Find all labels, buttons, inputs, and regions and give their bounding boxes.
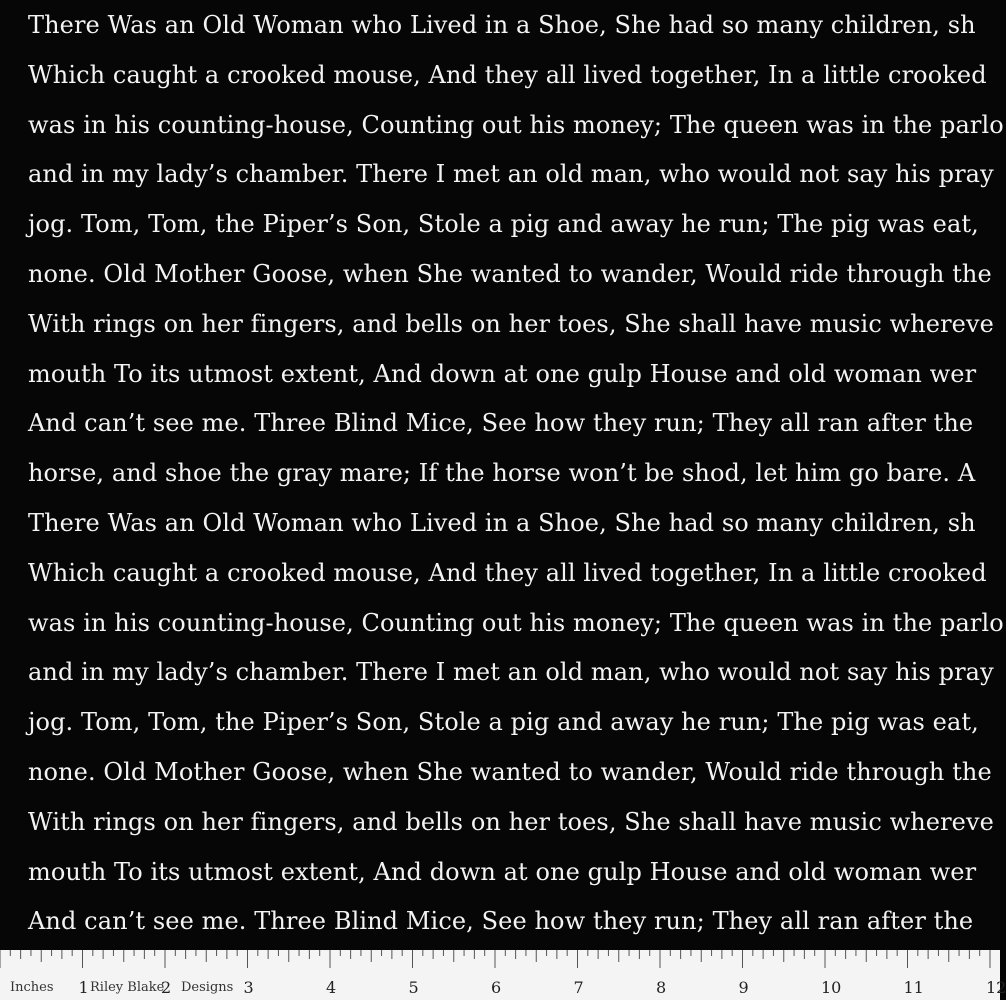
ruler-number: 9 bbox=[738, 978, 749, 997]
fabric-text-line: And can’t see me. Three Blind Mice, See how they run; They all ran after the bbox=[28, 907, 974, 936]
fabric-text-line: was in his counting-house, Counting out his money; The queen was in the parlo bbox=[28, 608, 1004, 637]
fabric-text-line: horse, and shoe the gray mare; If the horse won’t be shod, let him go bare. A bbox=[28, 459, 976, 488]
fabric-text-line: With rings on her fingers, and bells on her toes, She shall have music whereve bbox=[28, 807, 994, 836]
fabric-text-line: With rings on her fingers, and bells on her toes, She shall have music whereve bbox=[28, 309, 994, 338]
fabric-text-line: and in my lady’s chamber. There I met an old man, who would not say his pray bbox=[28, 658, 994, 687]
ruler-number: 12 bbox=[986, 978, 1006, 997]
fabric-text-line: There Was an Old Woman who Lived in a Shoe, She had so many children, sh bbox=[28, 509, 976, 537]
fabric-text-line: Which caught a crooked mouse, And they all lived together, In a little crooked bbox=[28, 60, 987, 89]
ruler-number: 8 bbox=[656, 978, 667, 997]
ruler-number: 5 bbox=[408, 978, 419, 997]
ruler-number: 2 bbox=[161, 978, 172, 997]
ruler-number: 10 bbox=[821, 978, 842, 997]
fabric-text-line: There Was an Old Woman who Lived in a Shoe, She had so many children, sh bbox=[28, 11, 976, 39]
ruler-number: 4 bbox=[326, 978, 337, 997]
fabric-text-line: jog. Tom, Tom, the Piper’s Son, Stole a pig and away he run; The pig was eat, bbox=[28, 708, 979, 737]
ruler-unit-label: Inches bbox=[10, 980, 54, 995]
fabric-text-line: was in his counting-house, Counting out his money; The queen was in the parlo bbox=[28, 110, 1004, 139]
fabric-text-line: none. Old Mother Goose, when She wanted to wander, Would ride through the bbox=[28, 260, 992, 288]
fabric-text-line: Which caught a crooked mouse, And they all lived together, In a little crooked bbox=[28, 558, 987, 587]
ruler-brand-left: Riley Blake bbox=[90, 980, 165, 995]
ruler-number: 11 bbox=[903, 978, 924, 997]
fabric-text-line: and in my lady’s chamber. There I met an old man, who would not say his pray bbox=[28, 160, 994, 189]
fabric-text-line: none. Old Mother Goose, when She wanted to wander, Would ride through the bbox=[28, 758, 992, 786]
fabric-text-line: mouth To its utmost extent, And down at one gulp House and old woman wer bbox=[28, 857, 977, 886]
ruler-number: 7 bbox=[573, 978, 584, 997]
ruler-brand-right: Designs bbox=[181, 980, 234, 995]
fabric-text-line: And can’t see me. Three Blind Mice, See how they run; They all ran after the bbox=[28, 409, 974, 438]
measurement-ruler bbox=[0, 950, 1006, 1000]
ruler-number: 6 bbox=[491, 978, 502, 997]
ruler-number: 3 bbox=[243, 978, 254, 997]
fabric-text-line: mouth To its utmost extent, And down at one gulp House and old woman wer bbox=[28, 359, 977, 388]
ruler-number: 1 bbox=[78, 978, 89, 997]
fabric-text-line: jog. Tom, Tom, the Piper’s Son, Stole a pig and away he run; The pig was eat, bbox=[28, 210, 979, 239]
